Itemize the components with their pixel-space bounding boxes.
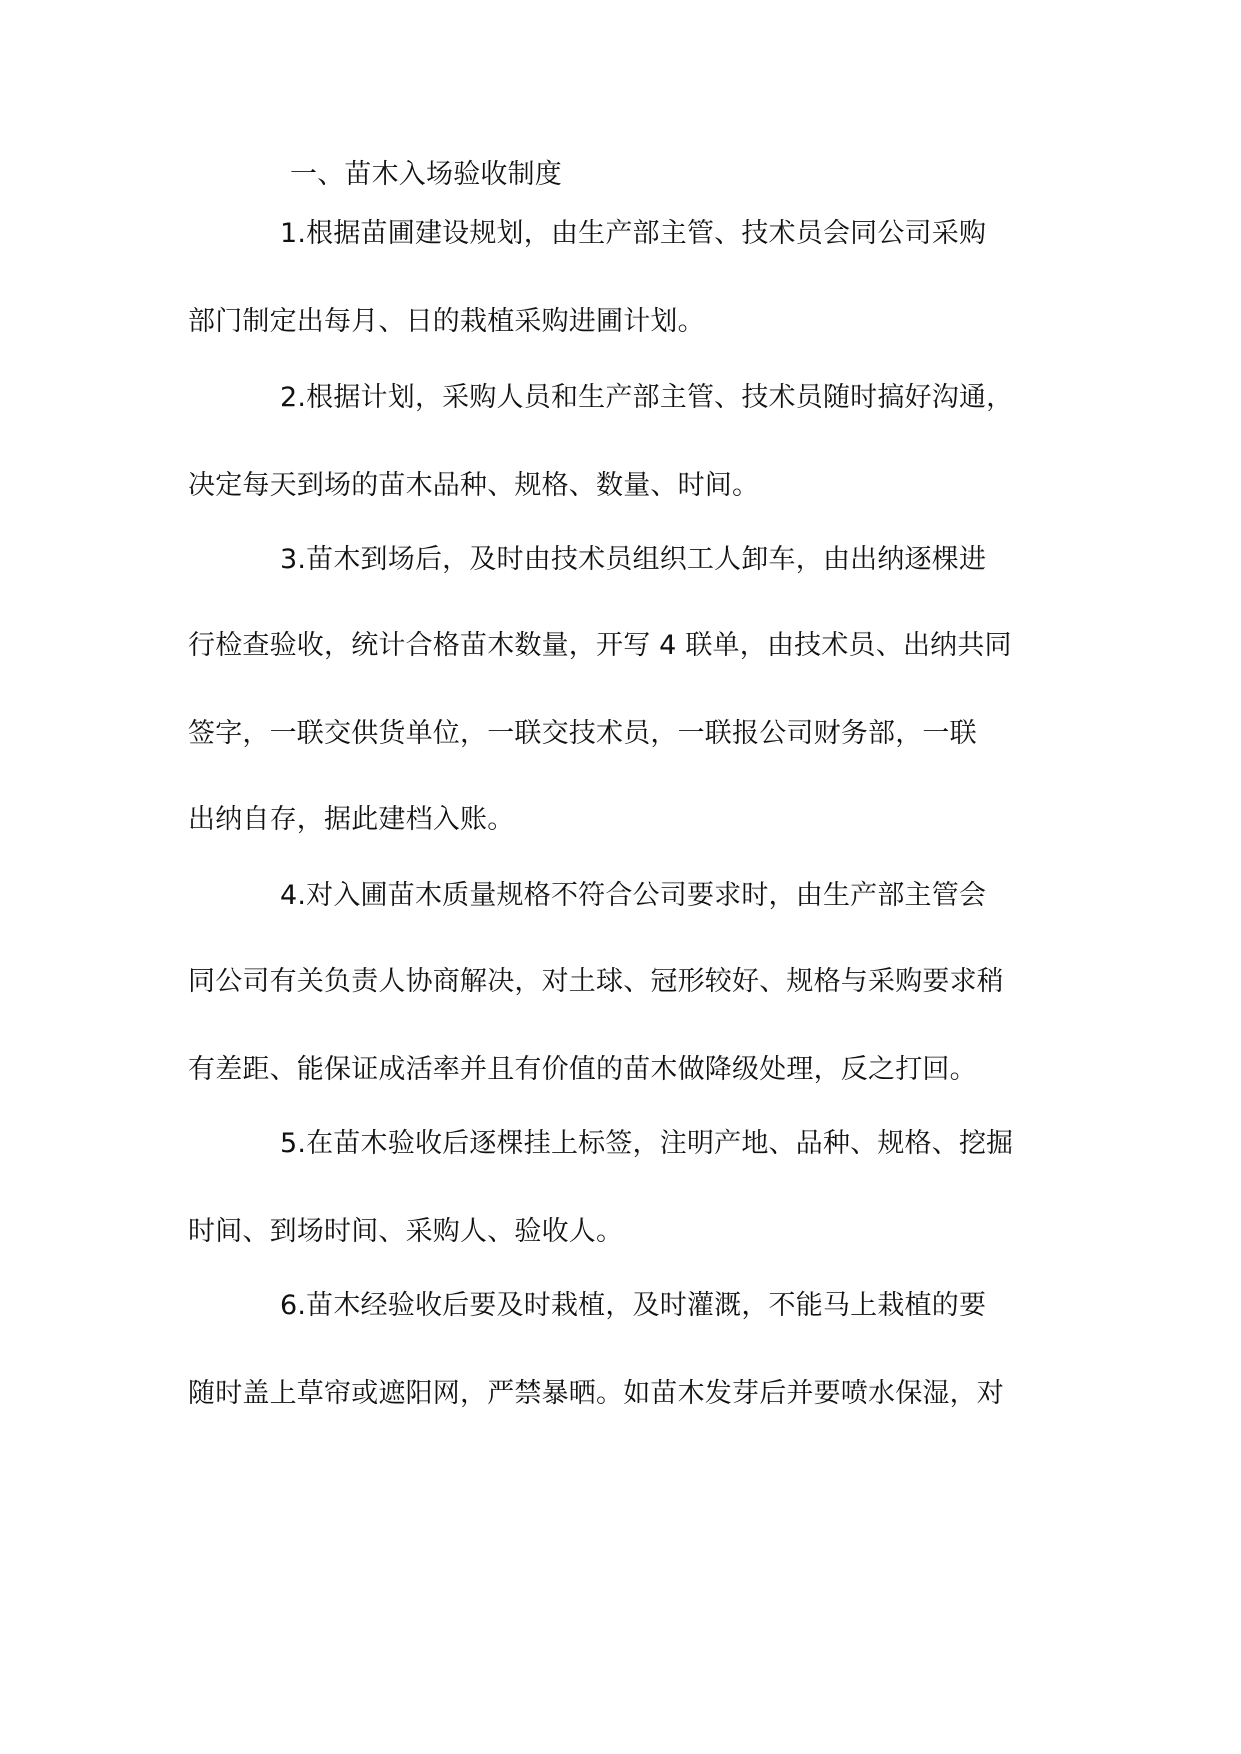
paragraph-line: 时间、到场时间、采购人、验收人。: [188, 1216, 624, 1247]
paragraph-line: 1.根据苗圃建设规划，由生产部主管、技术员会同公司采购: [280, 218, 987, 249]
paragraph-line: 4.对入圃苗木质量规格不符合公司要求时，由生产部主管会: [280, 880, 987, 911]
section-heading: 一、苗木入场验收制度: [290, 159, 562, 190]
paragraph-line: 5.在苗木验收后逐棵挂上标签，注明产地、品种、规格、挖掘: [280, 1128, 1014, 1159]
paragraph-line: 有差距、能保证成活率并且有价值的苗木做降级处理，反之打回。: [188, 1054, 977, 1085]
paragraph-line: 6.苗木经验收后要及时栽植，及时灌溉，不能马上栽植的要: [280, 1290, 987, 1321]
paragraph-line: 2.根据计划，采购人员和生产部主管、技术员随时搞好沟通，: [280, 382, 1014, 413]
paragraph-line: 行检查验收，统计合格苗木数量，开写 4 联单，由技术员、出纳共同: [188, 630, 1012, 661]
paragraph-line: 3.苗木到场后，及时由技术员组织工人卸车，由出纳逐棵进: [280, 544, 987, 575]
paragraph-line: 决定每天到场的苗木品种、规格、数量、时间。: [188, 470, 760, 501]
paragraph-line: 随时盖上草帘或遮阳网，严禁暴晒。如苗木发芽后并要喷水保湿，对: [188, 1378, 1004, 1409]
paragraph-line: 同公司有关负责人协商解决，对土球、冠形较好、规格与采购要求稍: [188, 966, 1004, 997]
paragraph-line: 签字，一联交供货单位，一联交技术员，一联报公司财务部，一联: [188, 718, 977, 749]
paragraph-line: 出纳自存，据此建档入账。: [188, 804, 515, 835]
paragraph-line: 部门制定出每月、日的栽植采购进圃计划。: [188, 306, 705, 337]
